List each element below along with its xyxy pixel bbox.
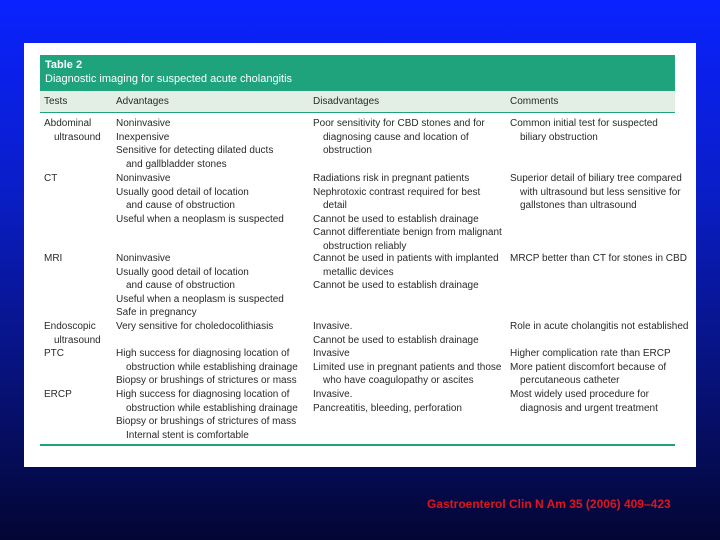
table-cell-disadvantages (313, 252, 499, 293)
table-card (24, 43, 696, 467)
cell-line: ultrasound (54, 131, 101, 143)
cell-line: and gallbladder stones (126, 158, 227, 170)
cell-line: Pancreatitis, bleeding, perforation (313, 402, 462, 414)
table-bottom-rule (40, 444, 675, 446)
table-cell-advantages (116, 117, 273, 171)
table-cell-disadvantages (313, 117, 485, 158)
cell-line: Sensitive for detecting dilated ducts (116, 145, 274, 157)
cell-line: Abdominal (44, 118, 92, 129)
cell-line: Cannot differentiate benign from malignant (313, 227, 502, 239)
cell-line: who have coagulopathy or ascites (323, 375, 474, 387)
table-cell-advantages (116, 320, 273, 334)
cell-line: Limited use in pregnant patients and those (313, 361, 502, 373)
cell-line: Cannot be used to establish drainage (313, 213, 479, 225)
table-cell-disadvantages (313, 172, 502, 254)
table-cell-comments (510, 347, 671, 388)
table-cell-comments (510, 320, 688, 334)
column-header-comments: Comments (510, 96, 559, 107)
cell-line: ultrasound (54, 334, 101, 346)
table-cell-advantages (116, 388, 298, 442)
cell-line: Radiations risk in pregnant patients (313, 173, 470, 184)
column-header-row (40, 91, 675, 113)
cell-line: Cannot be used in patients with implanted (313, 253, 499, 264)
cell-line: and cause of obstruction (126, 200, 235, 212)
table-cell-disadvantages (313, 347, 501, 388)
table-cell-tests (44, 117, 101, 144)
cell-line: detail (323, 200, 347, 212)
cell-line: CT (44, 173, 58, 184)
cell-line: Invasive (313, 348, 350, 359)
table-subtitle: Diagnostic imaging for suspected acute cholangitis (45, 73, 293, 85)
cell-line: More patient discomfort because of (510, 361, 667, 373)
cell-line: High success for diagnosing location of (116, 348, 290, 359)
cell-line: Internal stent is comfortable (126, 429, 249, 441)
cell-line: Usually good detail of location (116, 186, 249, 198)
table-cell-disadvantages (313, 320, 479, 347)
column-header-disadvantages: Disadvantages (313, 96, 380, 107)
cell-line: Very sensitive for choledocolithiasis (116, 321, 274, 332)
cell-line: gallstones than ultrasound (520, 200, 637, 212)
cell-line: Invasive. (313, 321, 353, 332)
table-title: Table 2 (45, 59, 83, 71)
cell-line: with ultrasound but less sensitive for (520, 186, 681, 198)
cell-line: Role in acute cholangitis not established (510, 321, 689, 332)
column-header-tests: Tests (44, 96, 68, 107)
cell-line: Useful when a neoplasm is suspected (116, 293, 284, 305)
cell-line: MRCP better than CT for stones in CBD (510, 253, 687, 264)
table-cell-tests (44, 252, 62, 266)
cell-line: Most widely used procedure for (510, 389, 649, 400)
table-cell-tests (44, 320, 101, 347)
cell-line: Noninvasive (116, 118, 171, 129)
table-cell-comments (510, 172, 682, 213)
cell-line: Safe in pregnancy (116, 307, 197, 319)
cell-line: Higher complication rate than ERCP (510, 348, 671, 359)
table-cell-comments (510, 388, 658, 415)
table-cell-tests (44, 347, 64, 361)
cell-line: Cannot be used to establish drainage (313, 280, 479, 292)
column-header-advantages: Advantages (116, 96, 169, 107)
cell-line: High success for diagnosing location of (116, 389, 290, 400)
cell-line: Biopsy or brushings of strictures or mass (116, 375, 297, 387)
cell-line: obstruction while establishing drainage (126, 361, 298, 373)
table-body (40, 113, 689, 443)
cell-line: Inexpensive (116, 131, 170, 143)
cell-line: obstruction while establishing drainage (126, 402, 298, 414)
cell-line: MRI (44, 253, 63, 264)
cell-line: Common initial test for suspected (510, 118, 658, 129)
table-cell-comments (510, 252, 687, 266)
cell-line: Endoscopic (44, 321, 96, 332)
cell-line: diagnosing cause and location of (323, 131, 469, 143)
cell-line: PTC (44, 348, 64, 359)
table-cell-tests (44, 172, 57, 186)
cell-line: percutaneous catheter (520, 375, 620, 387)
table-cell-advantages (116, 347, 298, 388)
cell-line: Invasive. (313, 389, 353, 400)
cell-line: diagnosis and urgent treatment (520, 402, 658, 414)
table-header (40, 55, 675, 91)
cell-line: Noninvasive (116, 253, 171, 264)
cell-line: obstruction (323, 145, 372, 157)
cell-line: Nephrotoxic contrast required for best (313, 186, 481, 198)
cell-line: Biopsy or brushings of strictures of mass (116, 416, 297, 428)
cell-line: Usually good detail of location (116, 266, 249, 278)
table-cell-advantages (116, 252, 284, 320)
cell-line: ERCP (44, 389, 72, 400)
table-cell-advantages (116, 172, 284, 226)
table-cell-disadvantages (313, 388, 462, 415)
table-cell-comments (510, 117, 658, 144)
cell-line: Cannot be used to establish drainage (313, 334, 479, 346)
citation: Gastroenterol Clin N Am 35 (2006) 409–423 (427, 497, 671, 511)
cell-line: Useful when a neoplasm is suspected (116, 213, 284, 225)
cell-line: Noninvasive (116, 173, 171, 184)
cell-line: Poor sensitivity for CBD stones and for (313, 118, 485, 129)
cell-line: and cause of obstruction (126, 280, 235, 292)
cell-line: biliary obstruction (520, 131, 598, 143)
table-cell-tests (44, 388, 72, 402)
cell-line: obstruction reliably (323, 240, 407, 252)
cell-line: metallic devices (323, 266, 394, 278)
cell-line: Superior detail of biliary tree compared (510, 173, 682, 184)
